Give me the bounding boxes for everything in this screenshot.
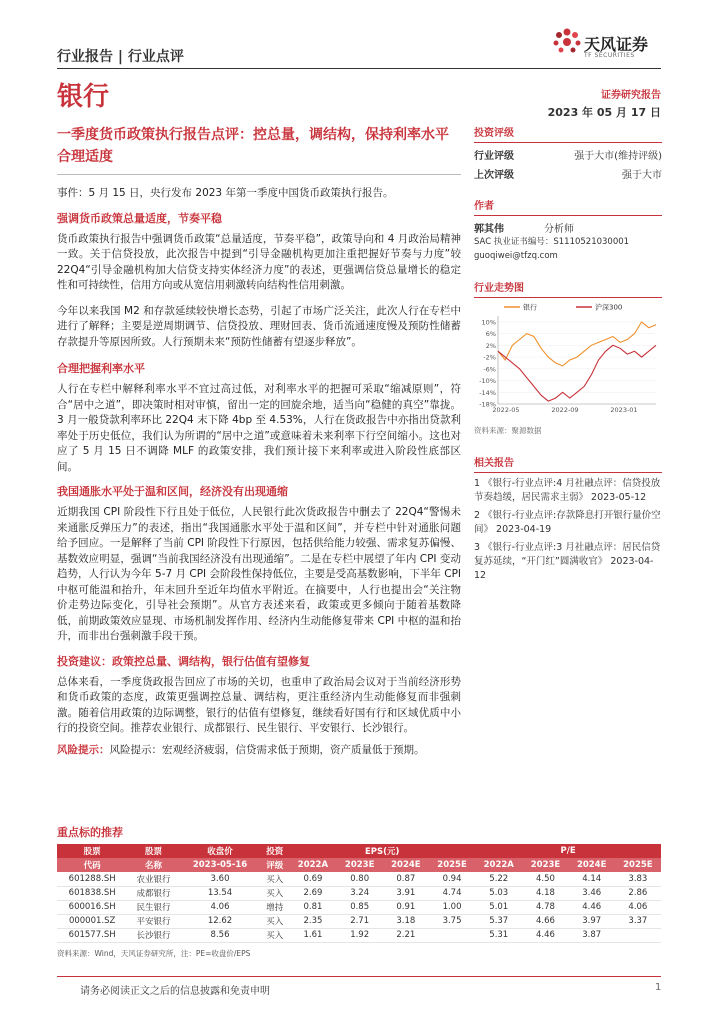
author-heading: 作者: [474, 201, 494, 212]
table-cell: 2.69: [289, 886, 336, 900]
table-cell: 4.06: [180, 900, 261, 914]
author-email[interactable]: guoqiwei@tfzq.com: [474, 251, 558, 261]
y-tick-label: 2%: [485, 341, 496, 350]
table-cell: [429, 928, 475, 942]
table-cell: 4.46: [569, 900, 615, 914]
th2-cell: 2025E: [429, 858, 475, 872]
table-cell: 601577.SH: [57, 928, 127, 942]
rating-value-1: 强于大市(维持评级): [574, 151, 662, 162]
table-cell: 4.74: [429, 886, 475, 900]
section-heading-4: 投资建议：政策控总量、调结构，银行估值有望修复: [57, 654, 310, 668]
th2-cell: 2022A: [289, 858, 336, 872]
y-tick-label: -6%: [483, 365, 496, 374]
y-tick-label: -10%: [479, 377, 496, 386]
related-heading: 相关报告: [474, 458, 514, 469]
rating-row-1: [474, 147, 662, 162]
trend-source: 资料来源：聚源数据: [474, 426, 542, 435]
report-category: 行业报告 | 行业点评: [57, 49, 184, 65]
table-cell: 增持: [260, 900, 289, 914]
table-cell: 5.22: [475, 872, 522, 886]
header-divider: [57, 68, 661, 69]
table-row: [57, 872, 661, 886]
th2-cell: 名称: [127, 858, 179, 872]
th2-cell: 2023E: [337, 858, 383, 872]
trend-chart: [474, 300, 662, 420]
related-report-3[interactable]: 3 《银行-行业点评:3 月社融点评：居民信贷复苏延续，“开门红”圆满收官》 2023-04-12: [474, 542, 661, 581]
rating-key-1: 行业评级: [474, 151, 514, 162]
y-tick-label: 10%: [481, 318, 496, 327]
y-tick-label: -14%: [479, 388, 496, 397]
th2-cell: 2024E: [383, 858, 429, 872]
y-tick-label: -2%: [483, 353, 496, 362]
report-type: 证券研究报告: [601, 90, 661, 101]
table-row: [57, 928, 661, 942]
series-line-1: [498, 345, 656, 401]
stock-table-section: [57, 824, 661, 961]
trend-divider: [474, 297, 662, 298]
series-line-0: [498, 322, 656, 366]
section-2-para-1: 人行在专栏中解释利率水平不宜过高过低，对利率水平的把握可采取“缩减原则”，符合“居中之道”，即决策时相对审慎，留出一定的回旋余地，适当向“稳健的真空”靠拢。3 月一般贷款利率环比 22Q4 末下降 4bp 至 4.53%，人行在货政报告中亦指出贷款利率处于历史低位，我们认为所谓的“居中之道”或意味着未来利率下行空间缩小。这也对应了 5 月 15 日不调降 MLF 的政策安排，我们预计接下来利率或进入阶段性底部区间。: [57, 383, 461, 473]
title-divider: [57, 174, 461, 175]
brand-sub: TF SECURITIES: [584, 52, 635, 59]
table-cell: 0.80: [337, 872, 383, 886]
table-row: [57, 886, 661, 900]
table-cell: 3.83: [615, 872, 661, 886]
table-cell: 000001.SZ: [57, 914, 127, 928]
table-cell: 5.31: [475, 928, 522, 942]
section-heading-1: 强调货币政策总量适度，节奏平稳: [57, 211, 222, 225]
table-cell: 0.87: [383, 872, 429, 886]
table-cell: 1.61: [289, 928, 336, 942]
table-cell: 2.21: [383, 928, 429, 942]
th-close: 收盘价: [180, 844, 261, 858]
th2-cell: 2023-05-16: [180, 858, 261, 872]
table-cell: 3.46: [569, 886, 615, 900]
table-cell: 0.85: [337, 900, 383, 914]
section-1-para-2: 今年以来我国 M2 和存款延续较快增长态势，引起了市场广泛关注，此次人行在专栏中进行了解释；主要是逆周期调节、信贷投放、理财回表、货币流通速度慢及预防性储蓄存款提升等原因所致。人行预期未来“预防性储蓄有望逐步释放”。: [57, 304, 461, 348]
industry-title: 银行: [57, 82, 110, 112]
rating-key-2: 上次评级: [474, 170, 514, 181]
th2-cell: 2024E: [569, 858, 615, 872]
table-body: [57, 872, 661, 942]
th2-cell: 2023E: [522, 858, 568, 872]
stock-table: [57, 844, 661, 943]
table-cell: 买入: [260, 914, 289, 928]
table-cell: [615, 928, 661, 942]
table-cell: 4.46: [522, 928, 568, 942]
table-header-row-2: [57, 858, 661, 872]
table-cell: 4.06: [615, 900, 661, 914]
table-cell: 4.78: [522, 900, 568, 914]
risk-body: 风险提示：宏观经济疲弱，信贷需求低于预期，资产质量低于预期。: [109, 743, 425, 756]
author-divider: [474, 215, 662, 216]
table-cell: 8.56: [180, 928, 261, 942]
table-cell: 601288.SH: [57, 872, 127, 886]
table-cell: 5.01: [475, 900, 522, 914]
y-tick-label: -18%: [479, 400, 496, 409]
section-4-para-1: 总体来看，一季度货政报告回应了市场的关切，也重申了政治局会议对于当前经济形势和货币政策的态度，政策更强调控总量、调结构，更注重经济内生动能修复而非强刺激。随着信用政策的边际调整，银行的估值有望修复，继续看好国有行和区域优质中小行的投资空间。推荐农业银行、成都银行、民生银行、平安银行、长沙银行。: [57, 675, 461, 734]
table-cell: 0.91: [383, 900, 429, 914]
table-cell: 601838.SH: [57, 886, 127, 900]
table-cell: 买入: [260, 928, 289, 942]
table-cell: 0.69: [289, 872, 336, 886]
x-tick-label: 2022-09: [551, 406, 579, 414]
author-role: 分析师: [544, 224, 574, 235]
table-cell: 长沙银行: [127, 928, 179, 942]
main-content: [57, 186, 461, 758]
table-row: [57, 914, 661, 928]
y-tick-label: 6%: [485, 330, 496, 339]
th-stock-2: 股票: [127, 844, 179, 858]
author-name: 郭其伟: [474, 224, 504, 235]
table-cell: 3.97: [569, 914, 615, 928]
th-stock-1: 股票: [57, 844, 127, 858]
legend-label: 沪深300: [595, 303, 623, 312]
table-cell: 3.75: [429, 914, 475, 928]
table-cell: 2.71: [337, 914, 383, 928]
table-header-row-1: [57, 844, 661, 858]
rating-row-2: [474, 166, 662, 181]
event-text: 事件：5 月 15 日，央行发布 2023 年第一季度中国货币政策执行报告。: [57, 187, 394, 199]
table-cell: 3.91: [383, 886, 429, 900]
table-cell: 4.50: [522, 872, 568, 886]
rating-heading: 投资评级: [474, 128, 514, 139]
table-cell: 买入: [260, 886, 289, 900]
table-cell: 2.86: [615, 886, 661, 900]
section-heading-3: 我国通胀水平处于温和区间，经济没有出现通缩: [57, 485, 288, 498]
related-divider: [474, 472, 662, 473]
footer-notice: 请务必阅读正文之后的信息披露和免责申明: [80, 986, 270, 997]
author-row: [474, 220, 662, 235]
table-cell: 成都银行: [127, 886, 179, 900]
table-cell: 5.03: [475, 886, 522, 900]
table-row: [57, 900, 661, 914]
x-tick-label: 2023-01: [610, 406, 638, 414]
table-cell: 13.54: [180, 886, 261, 900]
table-cell: 5.37: [475, 914, 522, 928]
table-cell: 3.87: [569, 928, 615, 942]
table-source: 资料来源：Wind，天风证券研究所，注：PE=收盘价/EPS: [57, 948, 251, 958]
page-number: 1: [655, 982, 662, 993]
related-report-2[interactable]: 2 《银行-行业点评:存款降息打开银行量价空间》 2023-04-19: [474, 510, 661, 535]
th-invest: 投资: [260, 844, 289, 858]
brand-name: 天风证券: [584, 35, 649, 54]
table-cell: 2.35: [289, 914, 336, 928]
report-date: 2023 年 05 月 17 日: [547, 106, 661, 119]
table-cell: 12.62: [180, 914, 261, 928]
table-cell: 民生银行: [127, 900, 179, 914]
table-cell: 3.18: [383, 914, 429, 928]
table-cell: 4.18: [522, 886, 568, 900]
table-title: 重点标的推荐: [57, 826, 123, 839]
table-cell: 1.00: [429, 900, 475, 914]
table-cell: 农业银行: [127, 872, 179, 886]
section-heading-2: 合理把握利率水平: [57, 362, 145, 375]
table-cell: 4.14: [569, 872, 615, 886]
table-cell: 买入: [260, 872, 289, 886]
th2-cell: 评级: [260, 858, 289, 872]
report-title: 一季度货币政策执行报告点评：控总量，调结构，保持利率水平合理适度: [57, 127, 449, 165]
table-cell: 0.94: [429, 872, 475, 886]
author-cert: SAC 执业证书编号：S1110521030001: [474, 237, 630, 247]
table-cell: 平安银行: [127, 914, 179, 928]
section-3-para-1: 近期我国 CPI 阶段性下行且处于低位，人民银行此次货政报告中删去了 22Q4“警惕未来通胀反弹压力”的表述，指出“我国通胀水平处于温和区间”，并专栏中针对通胀问题给予回应。一是解释了当前 CPI 阶段性下行原因，包括供给能力较强、需求复苏偏慢、基数效应明显，强调“当前我国经济没有出现通缩”。二是在专栏中展望了年内 CPI 变动趋势，人行认为今年 5-7 月 CPI 会阶段性保持低位，主要是受高基数影响，下半年 CPI 中枢可能温和抬升，年末回升至近年均值水平附近。在摘要中，人行也提出会“关注物价走势边际变化，引导社会预期”。从官方表述来看，政策或更多倾向于随着基数降低，前期政策效应显现、市场机制发挥作用、经济内生动能修复带来 CPI 中枢的温和抬升，而非出台强刺激手段干预。: [57, 506, 461, 642]
section-1-para-1: 货币政策执行报告中强调货币政策“总量适度，节奏平稳”，政策导向和 4 月政治局精神一致。关于信贷投放，此次报告中提到“引导金融机构更加注重把握好节奏与力度”较 22Q4“引导金融机构加大信贷支持实体经济力度”的表述，更强调信贷总量增长的稳定性和可持续性，信用方向或从宽信用刺激转向结构性信用刺激。: [57, 232, 461, 291]
table-cell: 0.81: [289, 900, 336, 914]
th2-cell: 代码: [57, 858, 127, 872]
table-cell: 600016.SH: [57, 900, 127, 914]
table-cell: 3.60: [180, 872, 261, 886]
rating-value-2: 强于大市: [622, 170, 662, 181]
table-cell: 3.37: [615, 914, 661, 928]
trend-heading: 行业走势图: [474, 283, 524, 294]
related-report-1[interactable]: 1 《银行-行业点评:4 月社融点评：信贷投放节奏趋缓，居民需求主弱》 2023-05-12: [474, 478, 661, 503]
legend-label: 银行: [523, 303, 537, 312]
sidebar: [474, 124, 662, 583]
th2-cell: 2022A: [475, 858, 522, 872]
rating-divider: [474, 142, 662, 143]
table-cell: 1.92: [337, 928, 383, 942]
footer-divider: [57, 976, 661, 977]
th2-cell: 2025E: [615, 858, 661, 872]
x-tick-label: 2022-05: [492, 406, 520, 414]
risk-text: 风险提示：风险提示：宏观经济疲弱，信贷需求低于预期，资产质量低于预期。: [57, 743, 425, 756]
th-pe: P/E: [475, 844, 661, 858]
table-cell: 4.66: [522, 914, 568, 928]
th-eps: EPS(元): [289, 844, 475, 858]
table-cell: 3.24: [337, 886, 383, 900]
brand-logo-icon: [552, 26, 582, 56]
